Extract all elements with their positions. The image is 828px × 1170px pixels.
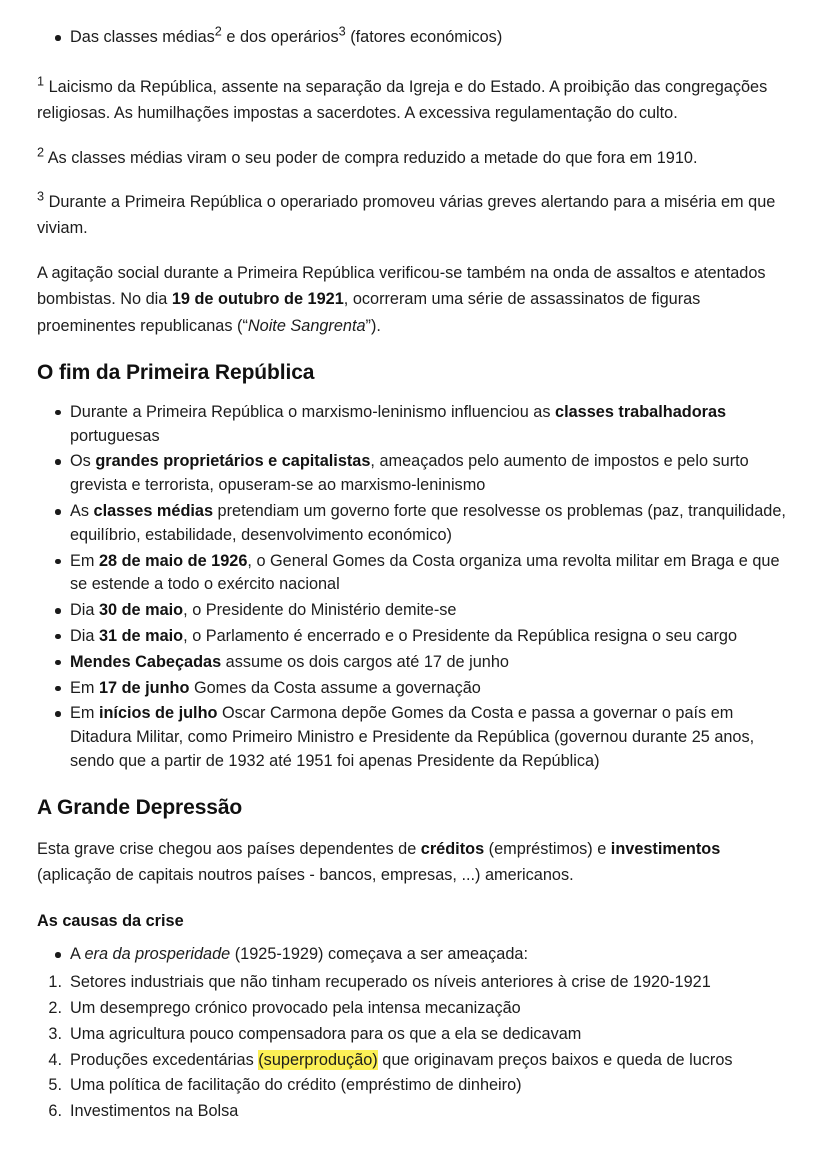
- item-pre: Os: [70, 452, 96, 471]
- numbered-item-text: Um desemprego crónico provocado pela intensa mecanização: [70, 998, 521, 1017]
- lead-post: (1925-1929) começava a ser ameaçada:: [230, 945, 528, 964]
- item-post: , ameaçados pelo aumento de impostos e pelo surto grevista e terrorista, opuseram-se ao marxismo-leninismo: [70, 452, 749, 495]
- item-post: Oscar Carmona depõe Gomes da Costa e passa a governar o país em Ditadura Militar, como Primeiro Ministro e Presidente da República (governou durante 25 anos, sendo que a partir de 1932 até 1951 foi apenas Presidente da República): [70, 704, 755, 770]
- list-item: [37, 1074, 790, 1098]
- agitacao-paragraph: [37, 260, 790, 339]
- intro-part-1: Esta grave crise chegou aos países dependentes de: [37, 839, 421, 858]
- bullet-text-prefix: Das classes médias: [70, 28, 215, 46]
- highlighted-text-superproducao: (superprodução): [258, 1050, 378, 1069]
- bullet-text-suffix: (fatores económicos): [345, 28, 503, 46]
- item-post: , o Parlamento é encerrado e o Presidente da República resigna o seu cargo: [183, 626, 738, 645]
- agitacao-date-bold: 19 de outubro de 1921: [171, 290, 344, 309]
- list-item: [37, 702, 790, 773]
- list-item: [37, 677, 790, 701]
- item-post: pretendiam um governo forte que resolvesse os problemas (paz, tranquilidade, equilíbrio, estabilidade, desenvolvimento económico): [70, 502, 786, 544]
- list-item: [37, 401, 790, 449]
- era-da-prosperidade-italic: era da prosperidade: [84, 945, 231, 964]
- numbered-item-text: Uma política de facilitação do crédito (empréstimo de dinheiro): [70, 1076, 522, 1095]
- footnote-marker-3: 3: [37, 188, 45, 204]
- footnote-2: [37, 145, 790, 171]
- list-item: [37, 1049, 790, 1073]
- top-bullet-list: [37, 23, 790, 50]
- numbered-item-post: que originavam preços baixos e queda de lucros: [377, 1050, 733, 1069]
- footnote-ref-3: 3: [338, 23, 346, 39]
- intro-bold-investimentos: investimentos: [610, 839, 721, 858]
- list-item: [37, 500, 790, 548]
- item-bold: classes trabalhadoras: [555, 402, 727, 421]
- item-bold: classes médias: [93, 502, 214, 521]
- list-item: [37, 651, 790, 675]
- footnote-ref-2: 2: [214, 23, 222, 39]
- list-item: [37, 625, 790, 649]
- lead-pre: A: [70, 945, 85, 964]
- grande-depressao-intro-paragraph: [37, 836, 790, 889]
- agitacao-part-1: A agitação social durante a Primeira República verificou-se também na onda de assaltos e atentados bombistas. No dia: [37, 263, 766, 309]
- footnote-3-text: Durante a Primeira República o operariado promoveu várias greves alertando para a miséria em que viviam.: [37, 192, 776, 238]
- footnote-marker-1: 1: [37, 73, 45, 89]
- subheading-causas-da-crise: As causas da crise: [37, 912, 184, 931]
- item-pre: Em: [70, 678, 99, 697]
- item-post: portuguesas: [70, 426, 160, 445]
- item-bold: inícios de julho: [98, 704, 218, 723]
- footnote-3: [37, 189, 790, 242]
- causas-lead-bullet-list: [37, 943, 790, 967]
- item-post: Gomes da Costa assume a governação: [189, 678, 481, 697]
- item-post: , o Presidente do Ministério demite-se: [183, 601, 457, 620]
- list-item: [37, 1023, 790, 1047]
- item-post: , o General Gomes da Costa organiza uma revolta militar em Braga e que se estende a todo o exército nacional: [70, 551, 780, 594]
- item-pre: As: [70, 502, 94, 521]
- intro-part-2: (empréstimos) e: [484, 839, 611, 858]
- bullet-text-middle: e dos operários: [221, 28, 339, 46]
- numbered-item-text: Setores industriais que não tinham recuperado os níveis anteriores à crise de 1920-1921: [70, 973, 711, 992]
- list-item: [37, 23, 790, 50]
- item-bold: 17 de junho: [98, 678, 190, 697]
- agitacao-part-2: , ocorreram uma série de assassinatos de figuras proeminentes republicanas (“: [37, 290, 701, 335]
- numbered-item-pre: Produções excedentárias: [70, 1050, 259, 1069]
- item-post: assume os dois cargos até 17 de junho: [221, 652, 509, 671]
- noite-sangrenta-italic: Noite Sangrenta: [247, 316, 366, 335]
- item-bold: grandes proprietários e capitalistas: [95, 452, 371, 471]
- item-pre: Em: [70, 551, 99, 570]
- section-heading-fim-primeira-republica: O fim da Primeira República: [37, 360, 315, 384]
- fim-primeira-republica-bullet-list: [37, 401, 790, 774]
- intro-part-3: (aplicação de capitais noutros países - bancos, empresas, ...) americanos.: [37, 866, 574, 885]
- item-pre: Durante a Primeira República o marxismo-leninismo influenciou as: [70, 402, 556, 421]
- list-item: [37, 550, 790, 598]
- list-item: [37, 450, 790, 498]
- footnote-2-text: As classes médias viram o seu poder de compra reduzido a metade do que fora em 1910.: [44, 148, 698, 167]
- causas-numbered-list: [37, 971, 790, 1124]
- agitacao-part-3: ”).: [365, 316, 381, 335]
- item-pre: Dia: [70, 601, 99, 620]
- item-bold: 30 de maio: [98, 601, 184, 620]
- footnote-marker-2: 2: [37, 144, 45, 160]
- item-bold: 31 de maio: [98, 626, 184, 645]
- list-item: [37, 971, 790, 995]
- list-item: [37, 599, 790, 623]
- item-pre: Em: [70, 704, 99, 723]
- footnote-1: [37, 74, 790, 127]
- section-heading-grande-depressao: A Grande Depressão: [37, 795, 243, 819]
- list-item: [37, 997, 790, 1021]
- numbered-item-text: Uma agricultura pouco compensadora para os que a ela se dedicavam: [70, 1024, 582, 1043]
- list-item: [37, 1100, 790, 1124]
- item-bold: 28 de maio de 1926: [98, 551, 248, 570]
- item-bold: Mendes Cabeçadas: [70, 652, 222, 671]
- footnote-1-text: Laicismo da República, assente na separação da Igreja e do Estado. A proibição das congregações religiosas. As humilhações impostas a sacerdotes. A excessiva regulamentação do culto.: [37, 77, 768, 123]
- intro-bold-creditos: créditos: [420, 839, 485, 858]
- item-pre: Dia: [70, 626, 99, 645]
- list-item: [37, 943, 790, 967]
- numbered-item-text: Investimentos na Bolsa: [70, 1102, 239, 1121]
